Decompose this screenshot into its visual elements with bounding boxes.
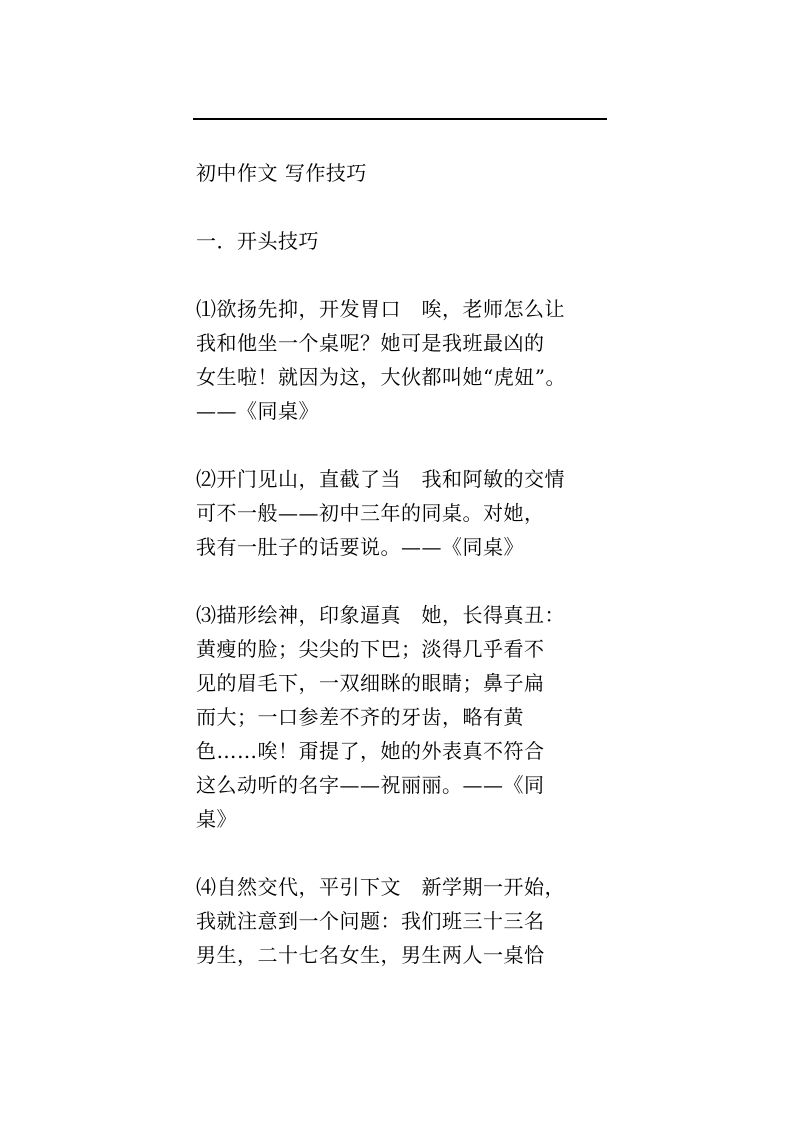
paragraph-line: ——《同桌》 xyxy=(196,399,319,423)
paragraph-line: 我就注意到一个问题：我们班三十三名 xyxy=(196,909,545,933)
paragraph-line: ⑷自然交代，平引下文 新学期一开始， xyxy=(196,875,565,899)
paragraph-line: 桌》 xyxy=(196,807,237,831)
paragraph-line: 这么动听的名字——祝丽丽。——《同 xyxy=(196,773,545,797)
paragraph-2 xyxy=(196,462,616,564)
document-title: 初中作文 写作技巧 xyxy=(196,161,367,185)
paragraph-line: ⑶描形绘神，印象逼真 她，长得真丑： xyxy=(196,603,565,627)
paragraph-line: 女生啦！就因为这，大伙都叫她“虎妞”。 xyxy=(196,365,566,389)
document-body xyxy=(196,156,616,1006)
paragraph-line: 黄瘦的脸；尖尖的下巴；淡得几乎看不 xyxy=(196,637,545,661)
paragraph-line: 我有一肚子的话要说。——《同桌》 xyxy=(196,535,524,559)
paragraph-line: 我和他坐一个桌呢？她可是我班最凶的 xyxy=(196,331,545,355)
section-heading: 一．开头技巧 xyxy=(196,229,319,253)
header-rule xyxy=(193,118,607,120)
paragraph-line: 色……唉！甭提了，她的外表真不符合 xyxy=(196,739,545,763)
paragraph-line: 见的眉毛下，一双细眯的眼睛；鼻子扁 xyxy=(196,671,545,695)
paragraph-line: 男生，二十七名女生，男生两人一桌恰 xyxy=(196,943,545,967)
paragraph-3 xyxy=(196,598,616,836)
paragraph-line: 而大；一口参差不齐的牙齿，略有黄 xyxy=(196,705,524,729)
paragraph-line: ⑵开门见山，直截了当 我和阿敏的交情 xyxy=(196,467,565,491)
paragraph-line: 可不一般——初中三年的同桌。对她， xyxy=(196,501,545,525)
paragraph-4 xyxy=(196,870,616,972)
paragraph-1 xyxy=(196,292,616,428)
paragraph-line: ⑴欲扬先抑，开发胃口 唉，老师怎么让 xyxy=(196,297,565,321)
